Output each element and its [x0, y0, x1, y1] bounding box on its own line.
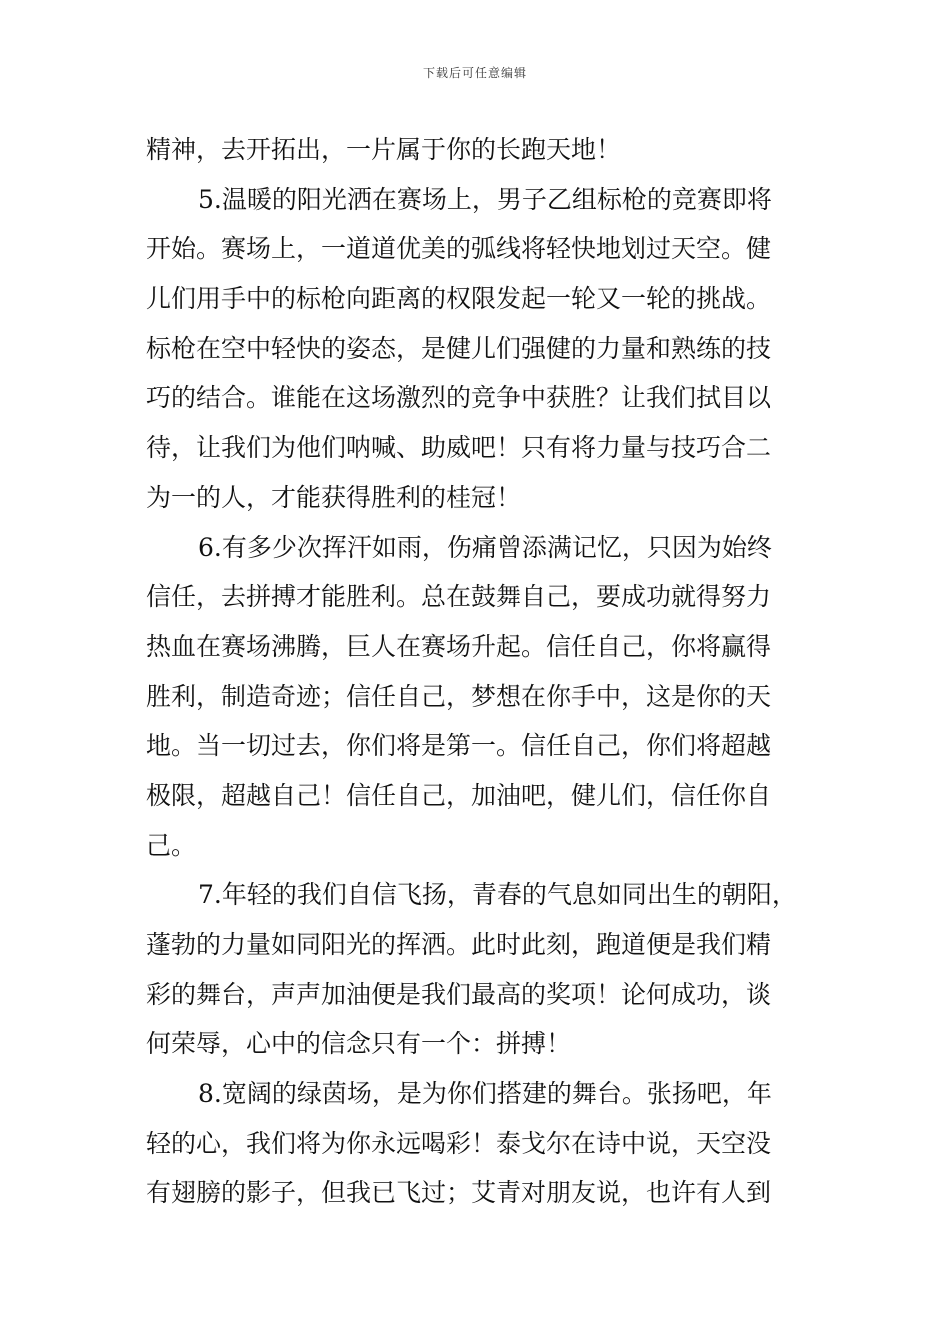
text-line: 彩的舞台，声声加油便是我们最高的奖项！论何成功，谈 [146, 979, 772, 1009]
paragraph [146, 125, 826, 175]
text-line: 信任，去拼搏才能胜利。总在鼓舞自己，要成功就得努力 [146, 582, 772, 612]
text-line: 待，让我们为他们呐喊、助威吧！只有将力量与技巧合二 [146, 433, 772, 463]
text-line: 蓬勃的力量如同阳光的挥洒。此时此刻，跑道便是我们精 [146, 930, 772, 959]
paragraph [146, 175, 826, 523]
text-line: 6.有多少次挥汗如雨，伤痛曾添满记忆，只因为始终 [198, 532, 772, 562]
text-line: 儿们用手中的标枪向距离的权限发起一轮又一轮的挑战。 [146, 284, 772, 314]
text-line: 热血在赛场沸腾，巨人在赛场升起。信任自己，你将赢得 [146, 631, 772, 661]
page-header: 下载后可任意编辑 [422, 66, 527, 80]
document-body [146, 125, 826, 1218]
text-line: 地。当一切过去，你们将是第一。信任自己，你们将超越 [146, 731, 772, 761]
text-line: 轻的心，我们将为你永远喝彩！泰戈尔在诗中说，天空没 [146, 1128, 772, 1158]
text-line: 有翅膀的影子，但我已飞过；艾青对朋友说，也许有人到 [146, 1178, 772, 1208]
paragraph [146, 523, 826, 871]
text-line: 8.宽阔的绿茵场，是为你们搭建的舞台。张扬吧，年 [198, 1079, 772, 1109]
paragraph [146, 870, 826, 1069]
text-line: 极限，超越自己！信任自己，加油吧，健儿们，信任你自 [146, 780, 772, 810]
text-line: 何荣辱，心中的信念只有一个：拼搏！ [146, 1029, 572, 1059]
text-line: 巧的结合。谁能在这场激烈的竞争中获胜？让我们拭目以 [146, 383, 772, 413]
text-line: 5.温暖的阳光洒在赛场上，男子乙组标枪的竞赛即将 [198, 184, 772, 214]
text-line: 胜利，制造奇迹；信任自己，梦想在你手中，这是你的天 [146, 681, 772, 711]
text-line: 标枪在空中轻快的姿态，是健儿们强健的力量和熟练的技 [146, 333, 772, 363]
text-line: 己。 [146, 830, 197, 860]
paragraph [146, 1069, 826, 1218]
text-line: 为一的人，才能获得胜利的桂冠！ [146, 482, 522, 512]
text-line: 精神，去开拓出，一片属于你的长跑天地！ [146, 135, 622, 164]
text-line: 7.年轻的我们自信飞扬，青春的气息如同出生的朝阳， [198, 880, 797, 910]
text-line: 开始。赛场上，一道道优美的弧线将轻快地划过天空。健 [146, 234, 772, 264]
